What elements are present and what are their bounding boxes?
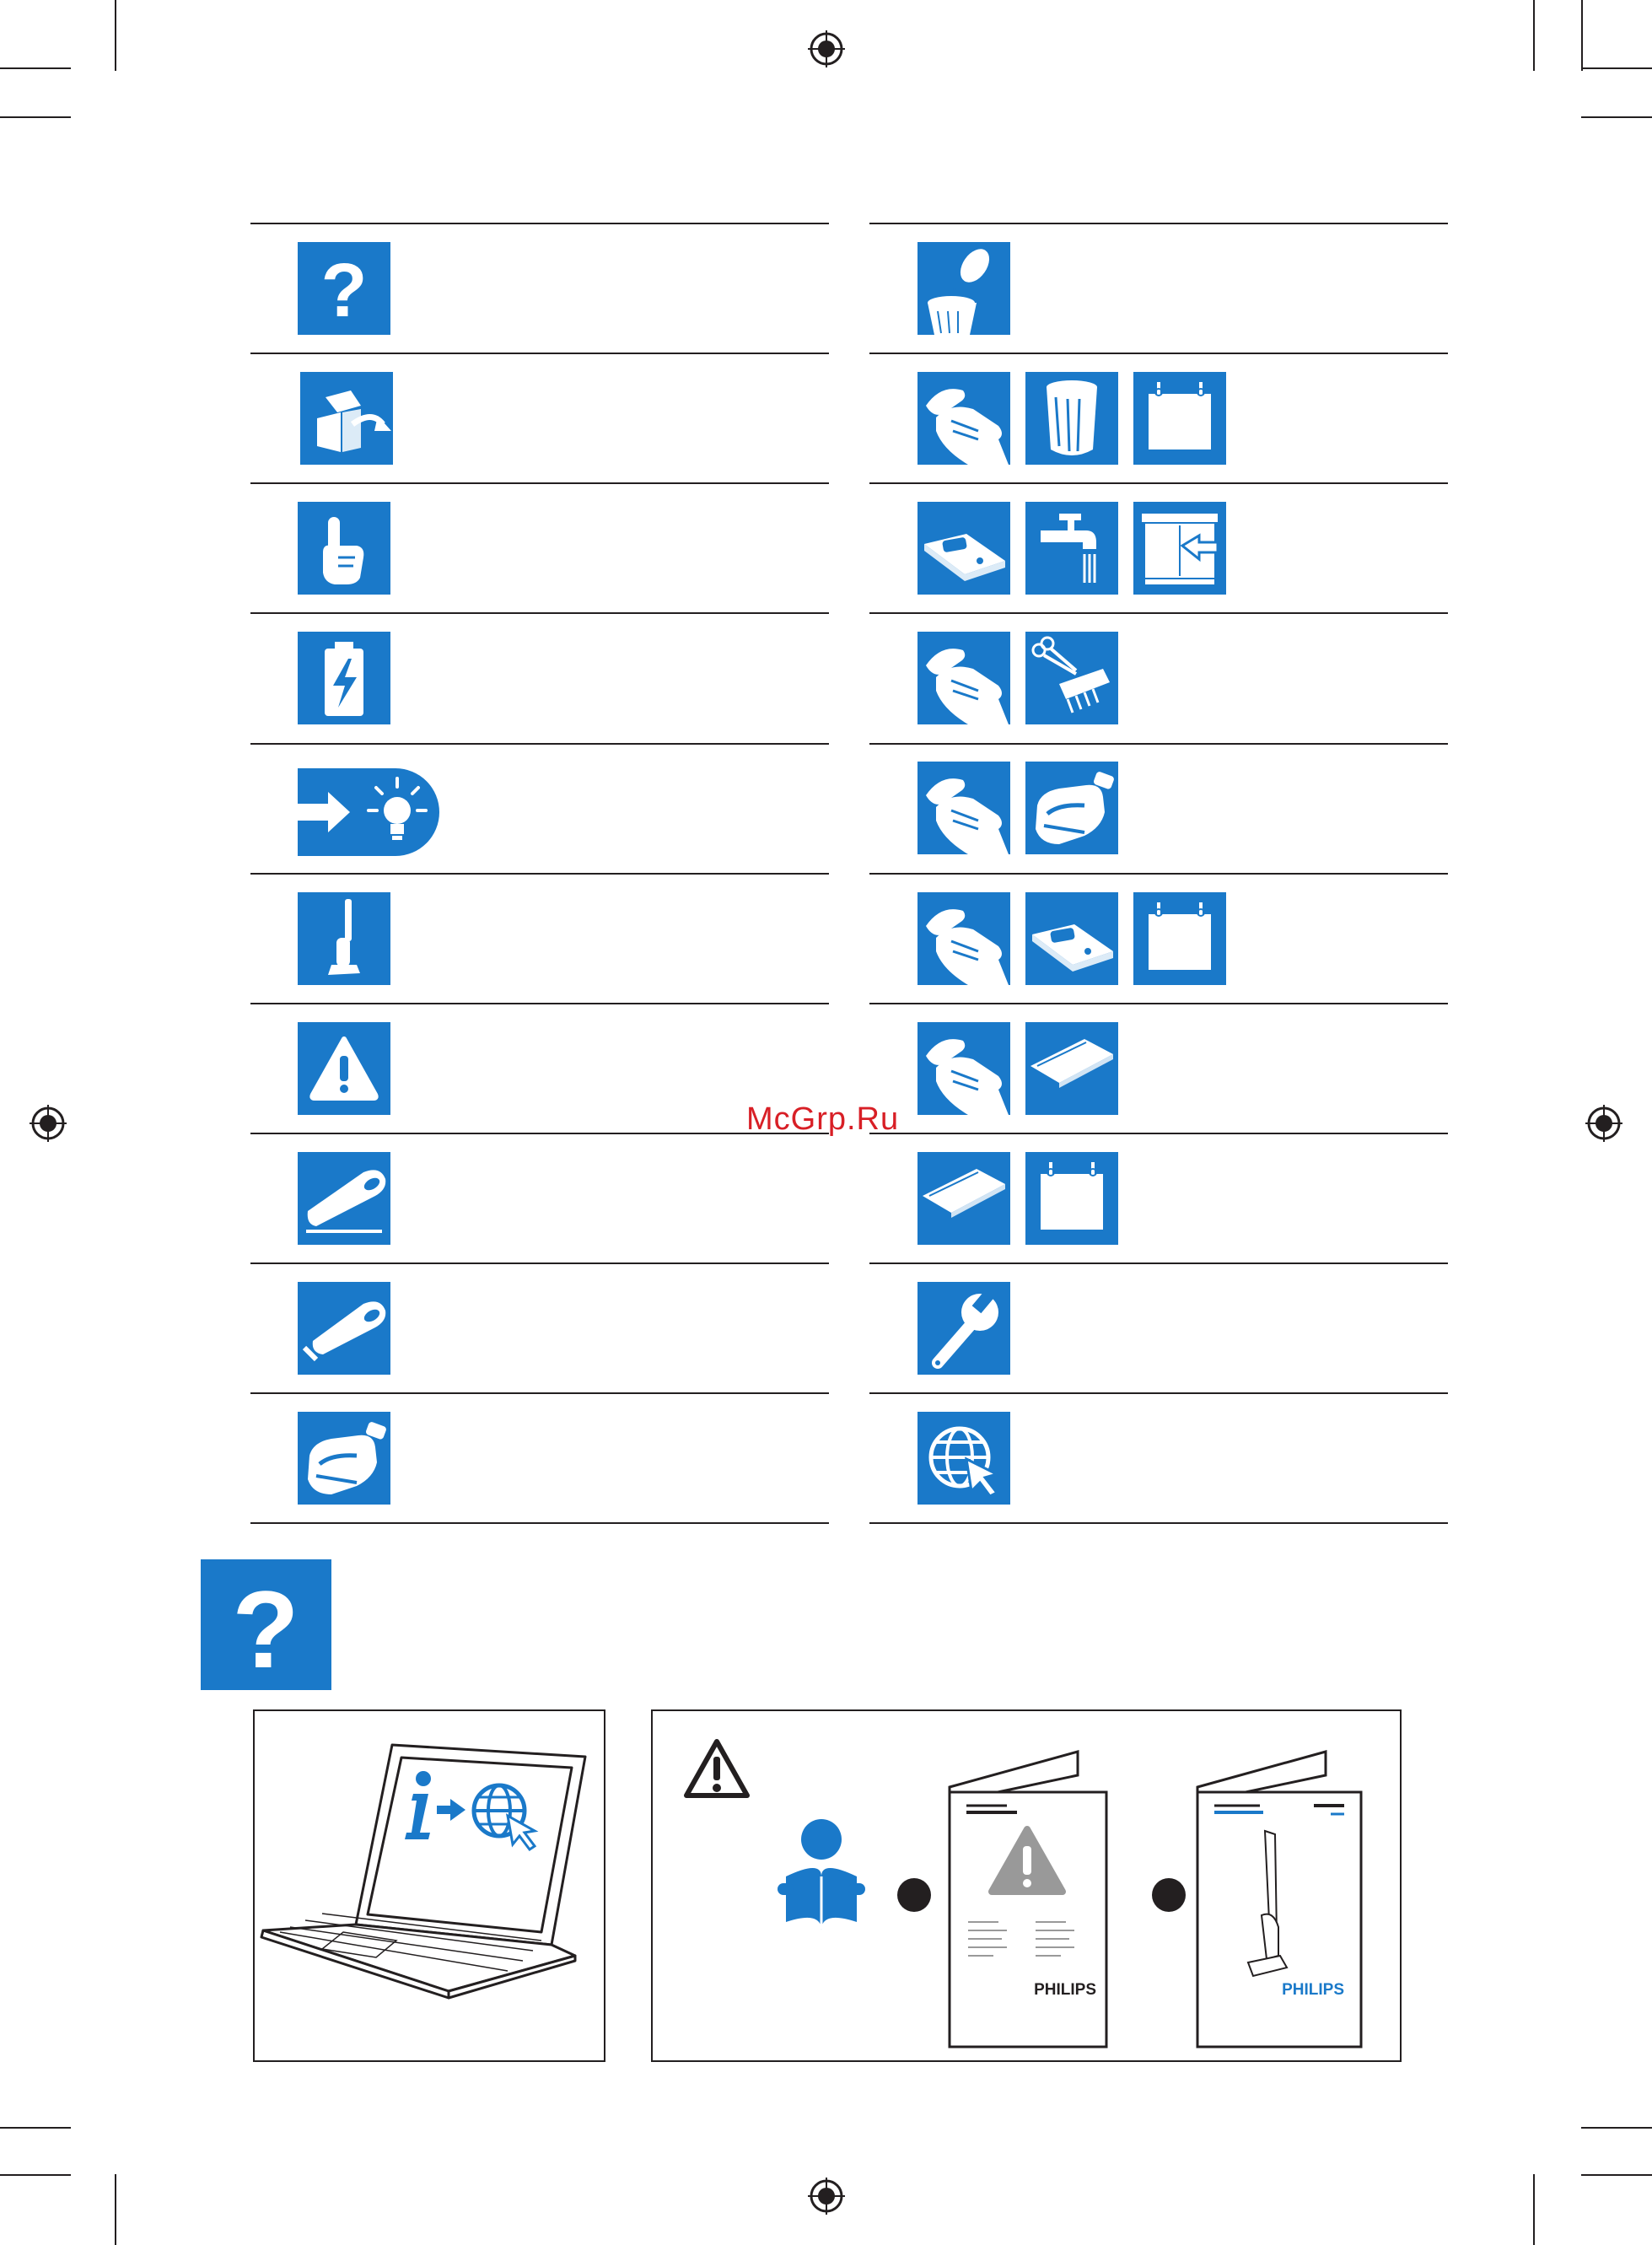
wipe-cloth-icon xyxy=(917,1022,1010,1115)
wipe-cloth-icon xyxy=(917,632,1010,724)
storage-cabinet-icon xyxy=(1133,502,1226,595)
bullet-dot xyxy=(897,1878,931,1912)
globe-web-icon xyxy=(917,1412,1010,1505)
wrench-icon xyxy=(917,1282,1010,1375)
manual-support-panel xyxy=(651,1709,1402,2062)
handheld-vacuum-detached-icon xyxy=(298,1282,390,1375)
nozzle-brush-icon xyxy=(298,1412,390,1505)
help-question-icon xyxy=(201,1559,331,1690)
nozzle-brush-icon xyxy=(1025,762,1118,854)
laptop-icon xyxy=(255,1711,604,2060)
wipe-cloth-icon xyxy=(917,372,1010,465)
svg-text:?: ? xyxy=(320,249,368,333)
brush-strip-icon xyxy=(1025,1022,1118,1115)
charging-dock-icon xyxy=(1025,892,1118,985)
online-support-panel xyxy=(253,1709,605,2062)
warning-icon xyxy=(298,1022,390,1115)
charging-dock-icon xyxy=(917,502,1010,595)
user-manual-icon xyxy=(1197,1752,1361,2047)
tap-water-icon xyxy=(1025,502,1118,595)
calendar-icon xyxy=(1133,892,1226,985)
registration-mark-right xyxy=(1585,1105,1622,1142)
indicator-light-icon xyxy=(298,768,439,856)
stick-vacuum-icon xyxy=(298,892,390,985)
manual-brand: PHILIPS xyxy=(1282,1981,1344,1999)
filter-icon xyxy=(1025,372,1118,465)
svg-text:?: ? xyxy=(232,1568,299,1690)
unpack-box-icon xyxy=(300,372,393,465)
pointing-hand-icon xyxy=(298,502,390,595)
calendar-icon xyxy=(1025,1152,1118,1245)
registration-mark-left xyxy=(30,1105,67,1142)
reading-person-icon xyxy=(778,1819,865,1930)
bullet-dot xyxy=(1152,1878,1186,1912)
handheld-vacuum-icon xyxy=(298,1152,390,1245)
calendar-icon xyxy=(1133,372,1226,465)
empty-dust-bin-icon xyxy=(917,242,1010,335)
wipe-cloth-icon xyxy=(917,762,1010,854)
wipe-cloth-icon xyxy=(917,892,1010,985)
watermark-text: McGrp.Ru xyxy=(746,1101,900,1137)
brush-strip-icon xyxy=(917,1152,1010,1245)
help-question-icon xyxy=(298,242,390,335)
warning-icon xyxy=(686,1742,747,1795)
cut-hair-brush-icon xyxy=(1025,632,1118,724)
leaflet-brand: PHILIPS xyxy=(1034,1981,1096,1999)
registration-mark-top xyxy=(808,30,845,67)
safety-leaflet-icon xyxy=(950,1752,1106,2047)
battery-charging-icon xyxy=(298,632,390,724)
registration-mark-bottom xyxy=(808,2178,845,2215)
